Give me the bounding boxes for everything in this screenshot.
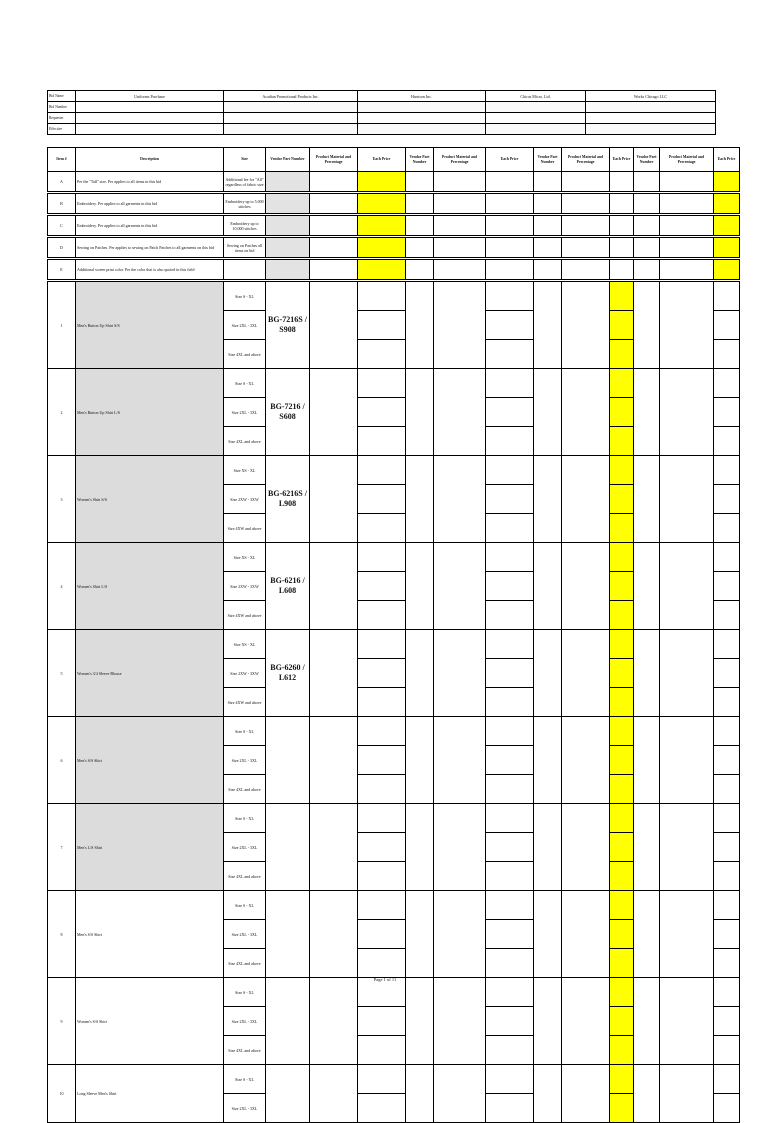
- item-size: Size 2XW - 3XW: [224, 659, 266, 688]
- vendor-name: Works Chicago LLC: [586, 91, 716, 102]
- item-number: A: [48, 172, 76, 192]
- item-description: Per the "Tall" size. Per applies to all items in this bid: [76, 172, 224, 192]
- item-number: D: [48, 238, 76, 258]
- item-description: Additional screen print color. Per the color that is also quoted in this field: [76, 260, 224, 280]
- vendor-part-header: Vendor Part Number: [534, 148, 562, 172]
- item-size: Size S - XL: [224, 1065, 266, 1094]
- item-size: Size 2XL - 3XL: [224, 398, 266, 427]
- item-row: [48, 804, 740, 833]
- description-header: Description: [76, 148, 224, 172]
- vendor-part-number: [266, 804, 310, 891]
- item-size: Size XS - XL: [224, 630, 266, 659]
- material-header: Product Material and Percentage: [434, 148, 486, 172]
- item-row: [48, 717, 740, 746]
- item-size: Embroidery up to 5,000 stitches: [224, 194, 266, 214]
- price-cell: [610, 260, 634, 280]
- bid-info-row: [48, 91, 716, 102]
- price-cell: [486, 172, 534, 192]
- item-size: Size 2XL - 3XL: [224, 311, 266, 340]
- item-description: [76, 369, 224, 456]
- item-size: Size 4XL and above: [224, 862, 266, 891]
- vendor-part-number: [266, 717, 310, 804]
- item-number: 3: [48, 456, 76, 543]
- vendor-name: Chicas Micro, Ltd.: [486, 91, 586, 102]
- fee-row: [48, 172, 740, 192]
- vendor-contact: [358, 113, 486, 124]
- item-size: Size 2XL - 3XL: [224, 746, 266, 775]
- item-row: [48, 456, 740, 485]
- vendor-phone: [358, 102, 486, 113]
- item-size: Size 4XL and above: [224, 427, 266, 456]
- vendor-phone: [486, 102, 586, 113]
- item-title: Women's 3/4 Sleeve Blouse: [77, 670, 122, 676]
- item-number: 7: [48, 804, 76, 891]
- vendor-contact: [486, 113, 586, 124]
- item-title: Men's S/S Shirt: [77, 931, 102, 937]
- vendor-part-header: Vendor Part Number: [266, 148, 310, 172]
- price-cell: [358, 260, 406, 280]
- price-cell: [610, 216, 634, 236]
- item-title: Men's Button Up Shirt S/S: [77, 322, 120, 328]
- item-size: Size 2XL - 3XL: [224, 920, 266, 949]
- vendor-contact: [586, 113, 716, 124]
- bid-info-value: [76, 124, 224, 135]
- item-title: Men's L/S Shirt: [77, 844, 103, 850]
- vendor-part-number: BG-6260 / L612: [266, 630, 310, 717]
- price-cell: [486, 194, 534, 214]
- each-price-header: Each Price: [714, 148, 740, 172]
- item-size: Size 4XW and above: [224, 514, 266, 543]
- vendor-contact: [224, 113, 358, 124]
- price-cell: [714, 216, 740, 236]
- item-size: Size S - XL: [224, 804, 266, 833]
- item-size: Size 4XL and above: [224, 1036, 266, 1065]
- vendor-phone: [224, 102, 358, 113]
- item-description: [76, 543, 224, 630]
- item-title: Men's S/S Shirt: [77, 757, 102, 763]
- vendor-part-number: [266, 891, 310, 978]
- vendor-detail: [358, 124, 486, 135]
- bid-info-value: [76, 102, 224, 113]
- item-number: 4: [48, 543, 76, 630]
- item-description: [76, 1065, 224, 1123]
- item-size: [224, 260, 266, 280]
- item-row: [48, 891, 740, 920]
- item-number-header: Item #: [48, 148, 76, 172]
- item-number: 6: [48, 717, 76, 804]
- bid-info-row: [48, 113, 716, 124]
- price-cell: [714, 260, 740, 280]
- column-header-row: [48, 148, 740, 172]
- item-size: Size 4XL and above: [224, 340, 266, 369]
- material-header: Product Material and Percentage: [660, 148, 714, 172]
- size-header: Size: [224, 148, 266, 172]
- item-size: Size 2XW - 3XW: [224, 485, 266, 514]
- item-size: Embroidery up to 10,000 stitches: [224, 216, 266, 236]
- item-title: Long Sleeve Men's Shirt: [77, 1091, 117, 1096]
- item-number: 2: [48, 369, 76, 456]
- item-description: [76, 717, 224, 804]
- vendor-phone: [586, 102, 716, 113]
- bid-info-label: Bid Name: [48, 91, 76, 102]
- price-cell: [486, 238, 534, 258]
- fee-row: [48, 260, 740, 280]
- bid-info-row: [48, 124, 716, 135]
- item-description: Embroidery. Per applies to all garments in this bid: [76, 216, 224, 236]
- vendor-part-header: Vendor Part Number: [634, 148, 660, 172]
- item-description: [76, 282, 224, 369]
- item-number: B: [48, 194, 76, 214]
- item-size: Sewing on Patches all items on bid: [224, 238, 266, 258]
- price-cell: [358, 194, 406, 214]
- vendor-part-number: BG-7216S / S908: [266, 282, 310, 369]
- item-title: Men's Button Up Shirt L/S: [77, 409, 120, 415]
- price-cell: [714, 172, 740, 192]
- price-cell: [610, 194, 634, 214]
- price-cell: [486, 216, 534, 236]
- item-number: 5: [48, 630, 76, 717]
- item-number: 9: [48, 978, 76, 1065]
- item-number: 10: [48, 1065, 76, 1123]
- fee-row: [48, 216, 740, 236]
- item-row: [48, 1065, 740, 1094]
- item-number: E: [48, 260, 76, 280]
- bid-info-value: Uniforms Purchase: [76, 91, 224, 102]
- bid-info-row: [48, 102, 716, 113]
- item-size: Size 4XW and above: [224, 601, 266, 630]
- price-cell: [714, 194, 740, 214]
- price-cell: [358, 172, 406, 192]
- vendor-detail: [586, 124, 716, 135]
- price-cell: [714, 238, 740, 258]
- material-header: Product Material and Percentage: [562, 148, 610, 172]
- vendor-detail: [486, 124, 586, 135]
- each-price-header: Each Price: [610, 148, 634, 172]
- bid-info-label: Requester: [48, 113, 76, 124]
- vendor-detail: [224, 124, 358, 135]
- item-description: [76, 891, 224, 978]
- item-description: [76, 978, 224, 1065]
- price-cell: [358, 216, 406, 236]
- page-number: Page 1 of 11: [373, 977, 397, 982]
- vendor-name: Harrison Inc.: [358, 91, 486, 102]
- fee-row: [48, 238, 740, 258]
- item-row: [48, 543, 740, 572]
- item-size: Size 2XW - 3XW: [224, 572, 266, 601]
- vendor-part-number: BG-7216 / S608: [266, 369, 310, 456]
- item-size: Size S - XL: [224, 282, 266, 311]
- material-header: Product Material and Percentage: [310, 148, 358, 172]
- item-row: [48, 369, 740, 398]
- item-size: Size S - XL: [224, 369, 266, 398]
- item-number: C: [48, 216, 76, 236]
- bid-info-table: [47, 90, 716, 135]
- price-cell: [486, 260, 534, 280]
- item-title: Women's Shirt L/S: [77, 583, 108, 589]
- item-number: 1: [48, 282, 76, 369]
- item-size: Size 2XL - 3XL: [224, 1094, 266, 1123]
- bid-info-label: Bid Number: [48, 102, 76, 113]
- item-size: Size 2XL - 3XL: [224, 1007, 266, 1036]
- item-description: [76, 630, 224, 717]
- item-row: [48, 282, 740, 311]
- vendor-part-number: [266, 1065, 310, 1123]
- fee-row: [48, 194, 740, 214]
- item-title: Women's S/S Shirt: [77, 1018, 107, 1024]
- bid-info-value: [76, 113, 224, 124]
- price-cell: [358, 238, 406, 258]
- item-size: Size S - XL: [224, 891, 266, 920]
- item-size: Size 4XW and above: [224, 688, 266, 717]
- item-description: Sewing on Patches. Per applies to sewing on Patch Patches to all garments on this bid: [76, 238, 224, 258]
- item-size: Size XS - XL: [224, 456, 266, 485]
- item-row: [48, 630, 740, 659]
- vendor-part-number: BG-6216S / L908: [266, 456, 310, 543]
- each-price-header: Each Price: [486, 148, 534, 172]
- item-number: 8: [48, 891, 76, 978]
- item-description: [76, 804, 224, 891]
- item-title: Women's Shirt S/S: [77, 496, 107, 502]
- vendor-part-number: BG-6216 / L608: [266, 543, 310, 630]
- price-cell: [610, 238, 634, 258]
- item-size: Additional fee for "All" regardless of fabric size: [224, 172, 266, 192]
- item-description: [76, 456, 224, 543]
- vendor-part-header: Vendor Part Number: [406, 148, 434, 172]
- item-description: Embroidery. Per applies to all garments in this bid: [76, 194, 224, 214]
- vendor-part-number: [266, 978, 310, 1065]
- bid-info-label: Effective: [48, 124, 76, 135]
- item-size: Size 2XL - 3XL: [224, 833, 266, 862]
- item-size: Size S - XL: [224, 978, 266, 1007]
- item-size: Size 4XL and above: [224, 775, 266, 804]
- each-price-header: Each Price: [358, 148, 406, 172]
- item-size: Size S - XL: [224, 717, 266, 746]
- price-cell: [610, 172, 634, 192]
- item-size: Size 4XL and above: [224, 949, 266, 978]
- item-size: Size XS - XL: [224, 543, 266, 572]
- vendor-name: Acadian Promotional Products Inc.: [224, 91, 358, 102]
